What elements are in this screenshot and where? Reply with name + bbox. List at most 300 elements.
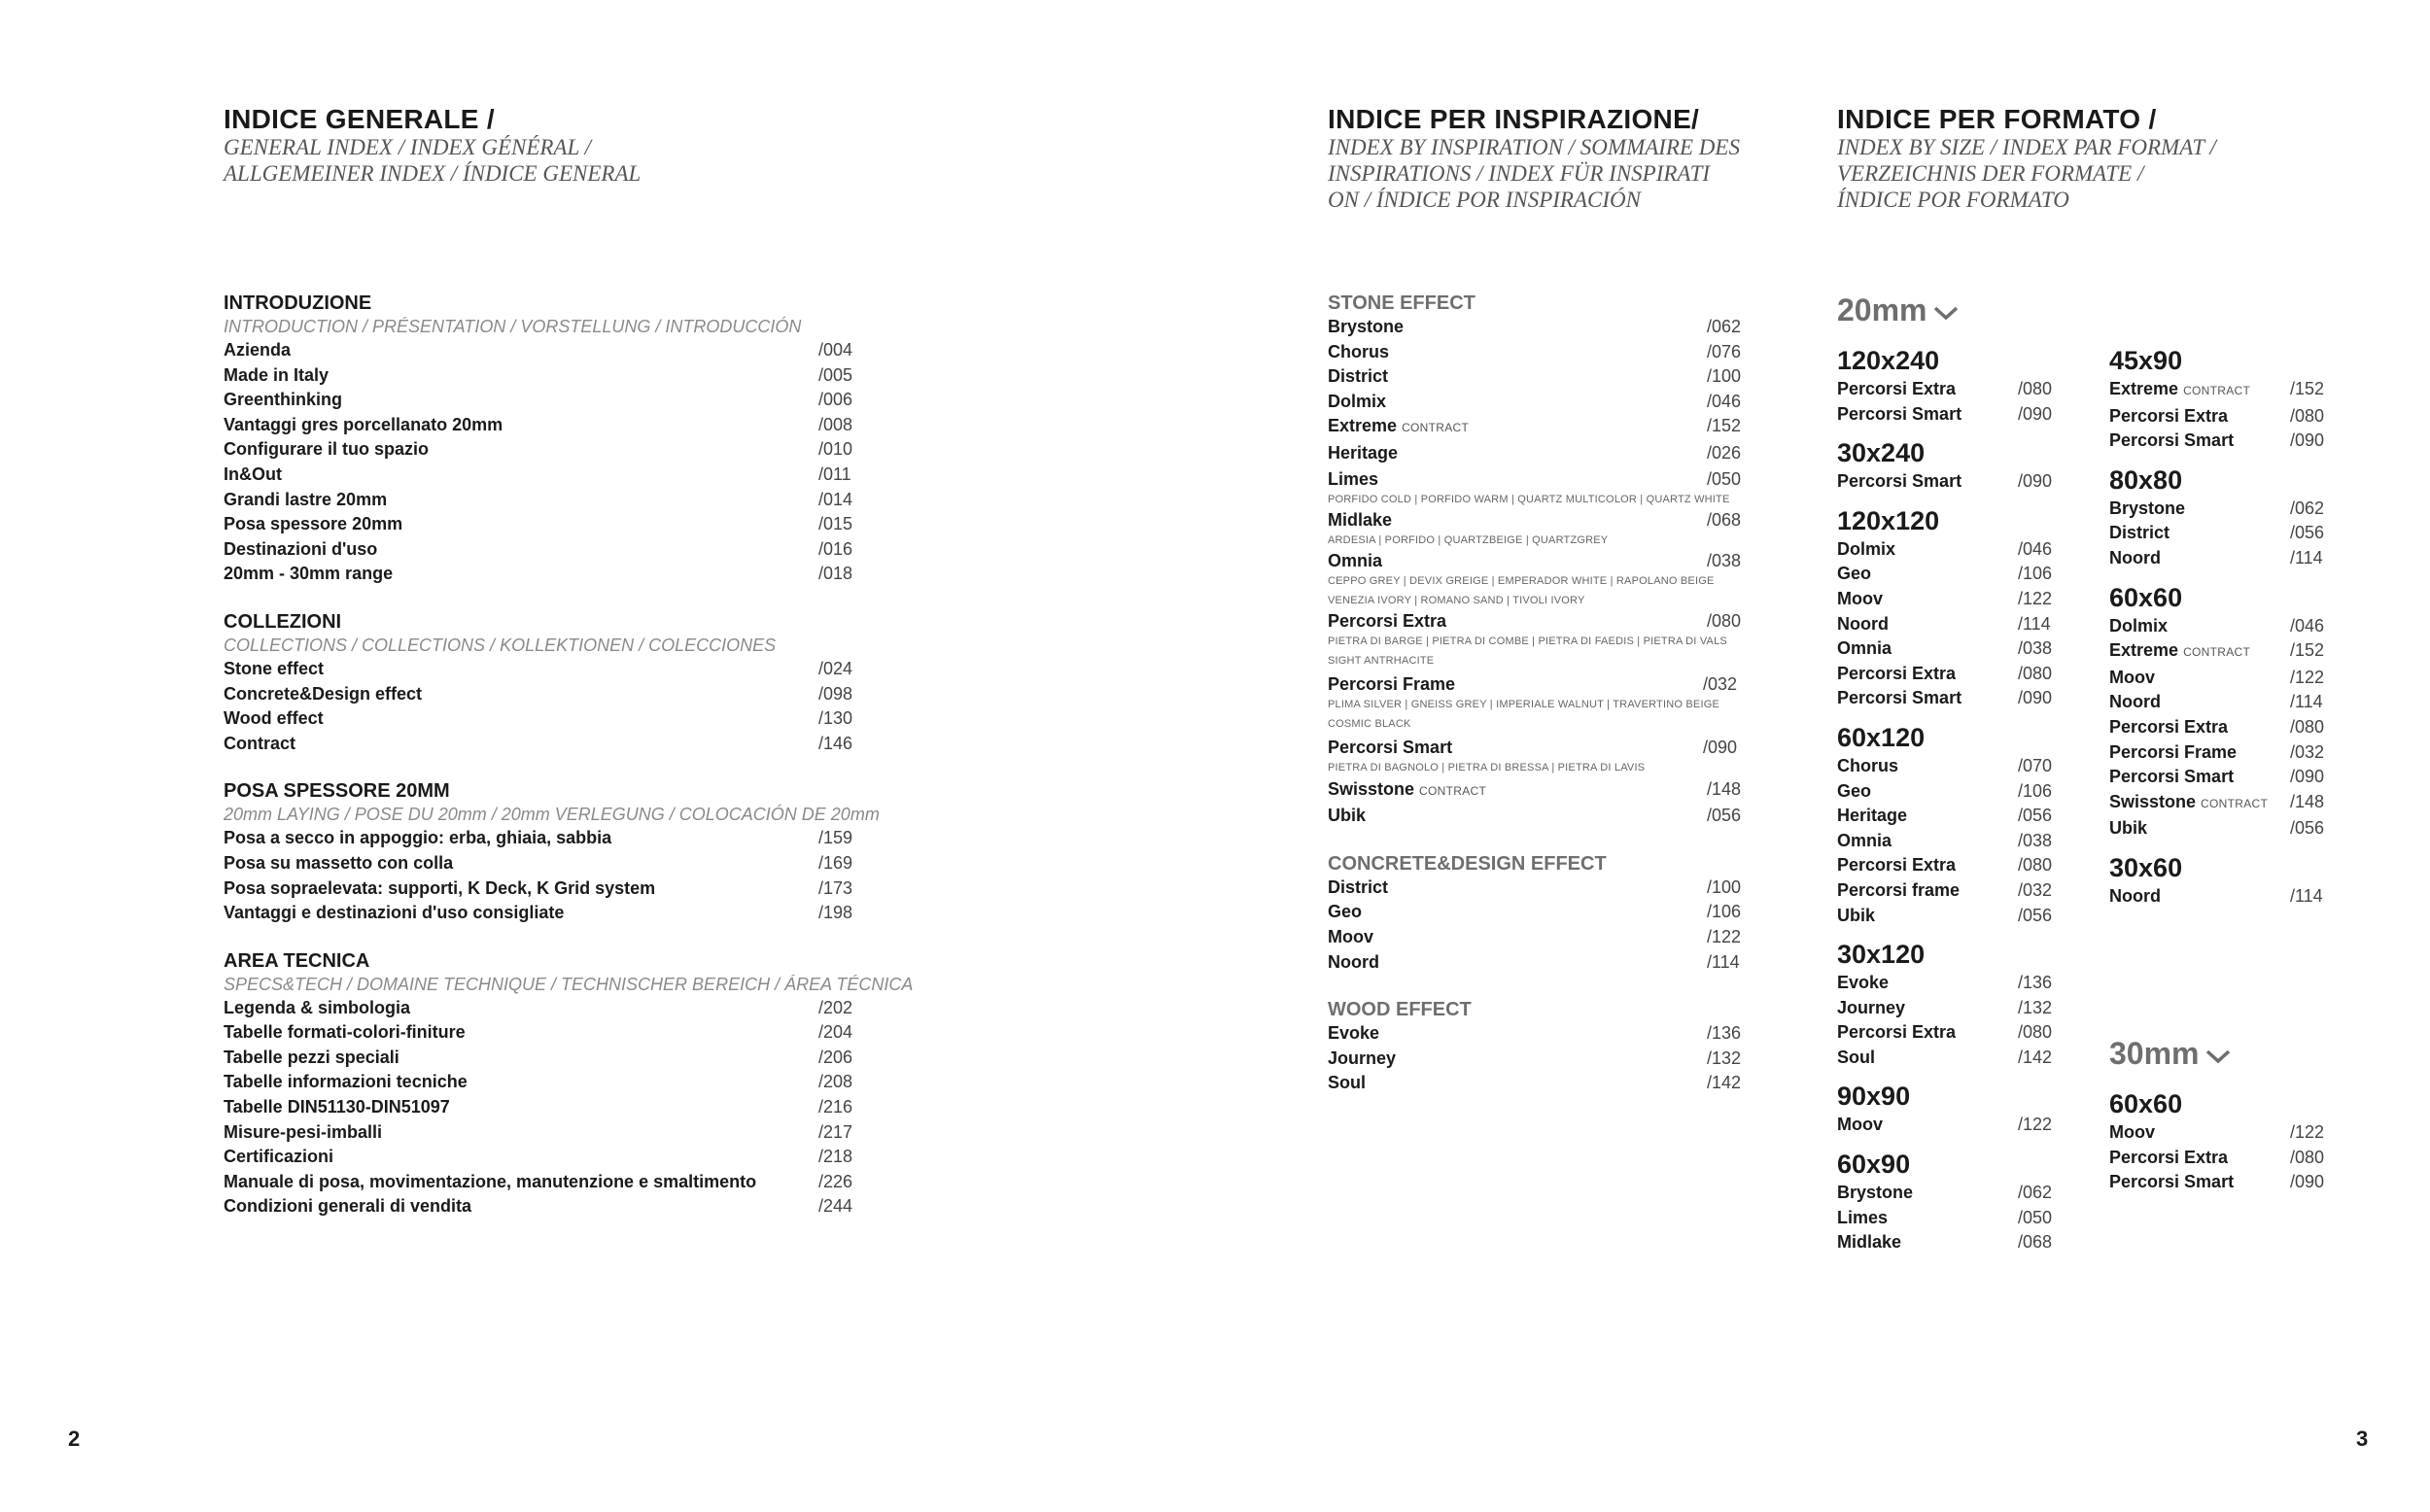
entry-page: /244 bbox=[818, 1196, 853, 1217]
entry-page: /010 bbox=[818, 439, 853, 460]
index-entry[interactable] bbox=[2109, 1120, 2335, 1146]
index-entry[interactable] bbox=[1837, 878, 2063, 904]
entry-label: Heritage bbox=[1837, 806, 1908, 826]
index-entry[interactable] bbox=[1837, 1230, 2063, 1255]
section-title-concrete-design-effect: CONCRETE&DESIGN EFFECT bbox=[1328, 852, 1607, 875]
chevron-down-icon bbox=[2205, 1048, 2231, 1064]
entry-page: /122 bbox=[2018, 1115, 2053, 1135]
index-entry[interactable] bbox=[224, 437, 861, 463]
index-entry[interactable] bbox=[2109, 638, 2335, 666]
index-entry[interactable] bbox=[224, 562, 861, 587]
wood-list bbox=[1328, 1021, 1746, 1096]
index-entry[interactable] bbox=[2109, 765, 2335, 790]
entry-label: Posa a secco in appoggio: erba, ghiaia, sabbia bbox=[224, 828, 612, 848]
general-index-title: INDICE GENERALE / bbox=[224, 104, 495, 134]
format-group bbox=[2109, 464, 2335, 571]
format-group bbox=[1837, 1148, 2063, 1255]
chevron-down-icon bbox=[1933, 305, 1959, 321]
index-entry[interactable] bbox=[2109, 790, 2335, 817]
entry-page: /011 bbox=[818, 464, 851, 484]
index-entry[interactable] bbox=[2109, 404, 2335, 430]
index-entry[interactable] bbox=[224, 537, 861, 563]
entry-page: /076 bbox=[1707, 341, 1742, 361]
index-entry[interactable] bbox=[1837, 1046, 2063, 1071]
entry-page: /169 bbox=[818, 852, 853, 873]
index-section bbox=[224, 949, 914, 1220]
index-entry[interactable] bbox=[1328, 441, 1746, 466]
entry-label: Percorsi Extra bbox=[1837, 379, 1957, 398]
entry-label: Percorsi Extra bbox=[1837, 1022, 1957, 1043]
thickness-label: 20mm bbox=[1837, 292, 1927, 327]
entry-page: /080 bbox=[2018, 1022, 2053, 1043]
format-size: 30x240 bbox=[1837, 438, 1926, 468]
entry-label: Percorsi frame bbox=[1837, 879, 1961, 900]
entry-label: Configurare il tuo spazio bbox=[224, 439, 430, 460]
entry-label: Tabelle informazioni tecniche bbox=[224, 1072, 468, 1092]
general-index-sections bbox=[224, 292, 914, 1220]
index-entry[interactable] bbox=[1328, 925, 1746, 950]
entry-page: /148 bbox=[2290, 791, 2325, 811]
entry-label: Posa su massetto con colla bbox=[224, 852, 454, 873]
entry-label: Noord bbox=[2109, 692, 2161, 712]
index-entry[interactable] bbox=[224, 826, 861, 851]
subtitle-line: GENERAL INDEX / INDEX GÉNÉRAL / bbox=[224, 135, 591, 159]
format-size: 90x90 bbox=[1837, 1082, 1911, 1112]
entry-label: Concrete&Design effect bbox=[224, 683, 423, 704]
entry-page: /136 bbox=[1707, 1023, 1742, 1044]
entry-page: /217 bbox=[818, 1121, 853, 1142]
index-entry[interactable] bbox=[1837, 853, 2063, 878]
format-size: 80x80 bbox=[2109, 464, 2183, 495]
index-entry[interactable] bbox=[224, 996, 861, 1021]
entry-page: /173 bbox=[818, 877, 853, 898]
entry-page: /056 bbox=[2290, 523, 2325, 543]
format-size: 30x120 bbox=[1837, 940, 1926, 970]
entry-variants: VENEZIA IVORY | ROMANO SAND | TIVOLI IVORY bbox=[1328, 594, 1585, 606]
entry-page: /122 bbox=[2018, 588, 2053, 608]
entry-page: /080 bbox=[2018, 855, 2053, 876]
entry-page: /122 bbox=[2290, 667, 2325, 687]
index-entry[interactable] bbox=[1837, 402, 2063, 428]
index-entry[interactable] bbox=[1837, 469, 2063, 495]
subtitle-line: INDEX BY SIZE / INDEX PAR FORMAT / bbox=[1837, 135, 2216, 159]
entry-label: District bbox=[2109, 523, 2170, 543]
index-entry[interactable] bbox=[2109, 497, 2335, 522]
index-entry[interactable] bbox=[2109, 1146, 2335, 1171]
entry-page: /114 bbox=[1707, 951, 1740, 972]
entry-label: Journey bbox=[1837, 997, 1906, 1017]
entry-page: /046 bbox=[2290, 615, 2325, 636]
entry-page: /024 bbox=[818, 658, 853, 678]
entry-page: /014 bbox=[818, 489, 853, 509]
entry-page: /038 bbox=[2018, 638, 2053, 659]
index-entry[interactable] bbox=[1328, 900, 1746, 925]
index-entry[interactable] bbox=[1328, 737, 1746, 777]
index-entry[interactable] bbox=[1328, 1047, 1746, 1072]
index-entry[interactable] bbox=[1328, 1071, 1746, 1096]
entry-page: /090 bbox=[2290, 430, 2325, 451]
format-column-2 bbox=[2109, 338, 2335, 910]
entry-label: Noord bbox=[1328, 951, 1379, 972]
index-entry[interactable] bbox=[224, 413, 861, 438]
entry-page: /050 bbox=[2018, 1207, 2053, 1227]
index-entry[interactable] bbox=[1328, 414, 1746, 441]
entry-page: /148 bbox=[1707, 778, 1742, 799]
index-entry[interactable] bbox=[1837, 662, 2063, 687]
entry-label: Made in Italy bbox=[224, 364, 330, 385]
index-entry[interactable] bbox=[1837, 904, 2063, 929]
format-index-subtitle bbox=[1837, 134, 2216, 213]
entry-label: Misure-pesi-imballi bbox=[224, 1121, 383, 1142]
entry-label: Percorsi Smart bbox=[2109, 430, 2235, 451]
format-group bbox=[1837, 1080, 2063, 1138]
index-entry[interactable] bbox=[1328, 390, 1746, 415]
entry-page: /080 bbox=[2290, 405, 2325, 426]
entry-label: Ubik bbox=[1328, 806, 1367, 826]
format-size: 60x90 bbox=[1837, 1150, 1911, 1180]
inspiration-index-title: INDICE PER INSPIRAZIONE/ bbox=[1328, 104, 1700, 134]
entry-label: Percorsi Smart bbox=[1837, 471, 1962, 492]
index-entry[interactable] bbox=[1328, 509, 1746, 550]
format-size: 120x120 bbox=[1837, 505, 1940, 535]
index-section bbox=[224, 779, 880, 925]
entry-page: /056 bbox=[1707, 806, 1742, 826]
inspiration-index-list bbox=[1328, 292, 1746, 1096]
entry-page: /100 bbox=[1707, 366, 1742, 387]
index-entry[interactable] bbox=[1837, 686, 2063, 711]
entry-label: Percorsi Extra bbox=[2109, 405, 2229, 426]
entry-label: Heritage bbox=[1328, 442, 1399, 463]
index-entry[interactable] bbox=[224, 1194, 861, 1220]
index-entry[interactable] bbox=[224, 338, 861, 363]
entry-page: /062 bbox=[2018, 1183, 2053, 1203]
entry-label: Percorsi Smart bbox=[1837, 688, 1962, 708]
inspiration-index-header bbox=[1328, 105, 1740, 213]
entry-label: Geo bbox=[1837, 564, 1872, 584]
index-entry[interactable] bbox=[1837, 804, 2063, 829]
entry-page: /062 bbox=[1707, 317, 1742, 336]
index-entry[interactable] bbox=[224, 488, 861, 513]
index-entry[interactable] bbox=[2109, 690, 2335, 715]
entry-label: Grandi lastre 20mm bbox=[224, 489, 388, 509]
entry-label: Brystone bbox=[1837, 1183, 1914, 1203]
entry-page: /218 bbox=[818, 1147, 853, 1167]
index-entry[interactable] bbox=[1837, 1020, 2063, 1046]
entry-page: /080 bbox=[2290, 716, 2325, 737]
entry-page: /005 bbox=[818, 364, 853, 385]
entry-page: /062 bbox=[2290, 498, 2325, 518]
entry-label: Percorsi Smart bbox=[1837, 403, 1962, 424]
entry-label: 20mm - 30mm range bbox=[224, 564, 394, 584]
index-entry[interactable] bbox=[2109, 816, 2335, 842]
entry-variants: PORFIDO COLD | PORFIDO WARM | QUARTZ MULTICOLOR | QUARTZ WHITE bbox=[1328, 493, 1730, 505]
contract-tag: CONTRACT bbox=[1419, 783, 1487, 798]
contract-tag: CONTRACT bbox=[2201, 796, 2269, 810]
entry-label: Noord bbox=[1837, 613, 1889, 634]
index-entry[interactable] bbox=[2109, 1170, 2335, 1195]
entry-label: Evoke bbox=[1837, 973, 1890, 993]
entry-page: /226 bbox=[818, 1171, 853, 1191]
entry-page: /132 bbox=[2018, 997, 2053, 1017]
entry-label: Percorsi Extra bbox=[2109, 716, 2229, 737]
index-entry[interactable] bbox=[1328, 876, 1746, 901]
section-title-wood-effect: WOOD EFFECT bbox=[1328, 999, 1472, 1021]
entry-label: Vantaggi e destinazioni d'uso consigliate bbox=[224, 903, 565, 923]
index-entry[interactable] bbox=[224, 876, 861, 902]
entry-variants: PIETRA DI BAGNOLO | PIETRA DI BRESSA | PIETRA DI LAVIS bbox=[1328, 761, 1646, 773]
entry-label: Greenthinking bbox=[224, 390, 343, 410]
index-entry[interactable] bbox=[1328, 950, 1746, 976]
index-entry[interactable] bbox=[224, 732, 861, 757]
entry-label: Percorsi Extra bbox=[2109, 1147, 2229, 1167]
entry-label: Omnia bbox=[1837, 830, 1892, 850]
entry-page: /152 bbox=[2290, 379, 2325, 398]
entry-label: Stone effect bbox=[224, 658, 325, 678]
entry-page: /204 bbox=[818, 1022, 853, 1043]
index-entry[interactable] bbox=[1837, 562, 2063, 587]
entry-page: /018 bbox=[818, 564, 853, 584]
entry-label: Manuale di posa, movimentazione, manutenzione e smaltimento bbox=[224, 1171, 757, 1191]
index-entry[interactable] bbox=[1328, 777, 1746, 805]
entry-label: Legenda & simbologia bbox=[224, 997, 411, 1017]
entry-label: District bbox=[1328, 876, 1389, 897]
index-entry[interactable] bbox=[224, 682, 861, 707]
index-entry[interactable] bbox=[1837, 829, 2063, 854]
format-index-title: INDICE PER FORMATO / bbox=[1837, 104, 2157, 134]
entry-label: Posa spessore 20mm bbox=[224, 514, 403, 534]
entry-page: /004 bbox=[818, 340, 853, 360]
index-entry[interactable] bbox=[1837, 1206, 2063, 1231]
entry-page: /090 bbox=[2290, 1172, 2325, 1192]
contract-tag: CONTRACT bbox=[2183, 384, 2251, 397]
index-entry[interactable] bbox=[1837, 996, 2063, 1021]
entry-label: Geo bbox=[1328, 902, 1363, 922]
entry-page: /114 bbox=[2290, 547, 2323, 567]
format-group bbox=[1837, 938, 2063, 1070]
entry-page: /068 bbox=[2018, 1232, 2053, 1253]
concrete-list bbox=[1328, 876, 1746, 975]
entry-page: /202 bbox=[818, 997, 853, 1017]
entry-label: Moov bbox=[1837, 588, 1883, 608]
index-entry[interactable] bbox=[1328, 468, 1746, 509]
format-size: 45x90 bbox=[2109, 346, 2183, 375]
format-size: 60x60 bbox=[2109, 1089, 2183, 1118]
format-group bbox=[2109, 344, 2335, 454]
entry-page: /015 bbox=[818, 514, 853, 534]
entry-label: Percorsi Extra bbox=[1837, 855, 1957, 876]
index-entry[interactable] bbox=[1837, 612, 2063, 637]
entry-label: Tabelle DIN51130-DIN51097 bbox=[224, 1097, 450, 1117]
index-entry[interactable] bbox=[224, 363, 861, 389]
index-entry[interactable] bbox=[2109, 715, 2335, 740]
index-entry[interactable] bbox=[224, 512, 861, 537]
index-entry[interactable] bbox=[2109, 546, 2335, 571]
entry-page: /106 bbox=[1707, 902, 1742, 922]
index-entry[interactable] bbox=[1328, 550, 1746, 610]
entry-page: /006 bbox=[818, 390, 853, 410]
index-entry[interactable] bbox=[1328, 340, 1746, 365]
page-number-right: 3 bbox=[2356, 1426, 2369, 1451]
entry-variants: COSMIC BLACK bbox=[1328, 717, 1411, 730]
index-section bbox=[224, 292, 861, 587]
index-entry[interactable] bbox=[1328, 364, 1746, 390]
entry-page: /080 bbox=[1707, 610, 1742, 631]
entry-label: Extreme bbox=[2109, 640, 2179, 661]
entry-label: Dolmix bbox=[1328, 391, 1387, 411]
index-entry[interactable] bbox=[1837, 377, 2063, 402]
entry-label: Journey bbox=[1328, 1048, 1397, 1068]
entry-page: /046 bbox=[1707, 391, 1742, 411]
entry-page: /198 bbox=[818, 903, 853, 923]
entry-page: /142 bbox=[1707, 1073, 1742, 1093]
entry-label: Tabelle pezzi speciali bbox=[224, 1047, 399, 1067]
format-group bbox=[2109, 851, 2335, 910]
entry-page: /106 bbox=[2018, 780, 2053, 801]
section-title-stone-effect: STONE EFFECT bbox=[1328, 292, 1475, 314]
entry-label: Chorus bbox=[1837, 755, 1898, 775]
entry-page: /032 bbox=[2290, 741, 2325, 762]
index-entry[interactable] bbox=[224, 388, 861, 413]
entry-page: /080 bbox=[2018, 379, 2053, 398]
index-entry[interactable] bbox=[2109, 884, 2335, 910]
entry-label: Percorsi Frame bbox=[1328, 673, 1456, 694]
index-entry[interactable] bbox=[1328, 804, 1746, 829]
entry-page: /026 bbox=[1707, 442, 1742, 463]
index-entry[interactable] bbox=[1328, 610, 1746, 670]
entry-label: Swisstone bbox=[1328, 778, 1415, 799]
index-entry[interactable] bbox=[2109, 377, 2335, 404]
entry-label: Vantaggi gres porcellanato 20mm bbox=[224, 414, 503, 434]
entry-page: /056 bbox=[2018, 905, 2053, 925]
entry-page: /146 bbox=[818, 733, 853, 753]
index-entry[interactable] bbox=[1837, 587, 2063, 612]
index-entry[interactable] bbox=[224, 1020, 861, 1046]
entry-label: Percorsi Smart bbox=[1328, 737, 1453, 757]
index-entry[interactable] bbox=[1837, 1181, 2063, 1206]
index-entry[interactable] bbox=[224, 1170, 861, 1195]
index-entry[interactable] bbox=[2109, 429, 2335, 454]
index-entry[interactable] bbox=[2109, 740, 2335, 766]
entry-page: /090 bbox=[2018, 403, 2053, 424]
section-subtitle: 20mm LAYING / POSE DU 20mm / 20mm VERLEGUNG / COLOCACIÓN DE 20mm bbox=[224, 805, 880, 825]
entry-variants: ARDESIA | PORFIDO | QUARTZBEIGE | QUARTZGREY bbox=[1328, 533, 1609, 546]
index-entry[interactable] bbox=[1837, 779, 2063, 805]
index-entry[interactable] bbox=[1837, 636, 2063, 662]
section-subtitle: INTRODUCTION / PRÉSENTATION / VORSTELLUNG / INTRODUCCIÓN bbox=[224, 317, 802, 336]
format-group bbox=[1837, 344, 2063, 427]
entry-label: Wood effect bbox=[224, 708, 324, 729]
entry-label: Extreme bbox=[1328, 416, 1398, 436]
entry-page: /046 bbox=[2018, 538, 2053, 559]
index-entry[interactable] bbox=[224, 851, 861, 876]
index-entry[interactable] bbox=[224, 1070, 861, 1095]
index-entry[interactable] bbox=[224, 1120, 861, 1146]
format-group bbox=[1837, 504, 2063, 711]
entry-page: /070 bbox=[2018, 755, 2053, 775]
index-entry[interactable] bbox=[1837, 971, 2063, 996]
index-entry[interactable] bbox=[224, 1095, 861, 1120]
page-number-left: 2 bbox=[68, 1426, 81, 1451]
entry-page: /142 bbox=[2018, 1047, 2053, 1067]
index-entry[interactable] bbox=[1328, 315, 1746, 340]
index-entry[interactable] bbox=[1837, 754, 2063, 779]
entry-page: /136 bbox=[2018, 973, 2053, 993]
index-entry[interactable] bbox=[224, 1046, 861, 1071]
subtitle-line: INSPIRATIONS / INDEX FÜR INSPIRATI bbox=[1328, 161, 1711, 186]
entry-label: Midlake bbox=[1837, 1232, 1902, 1253]
entry-page: /050 bbox=[1707, 468, 1742, 489]
thickness-20mm-heading bbox=[1837, 292, 1959, 328]
entry-label: Posa sopraelevata: supporti, K Deck, K Grid system bbox=[224, 877, 656, 898]
index-entry[interactable] bbox=[224, 463, 861, 488]
entry-page: /080 bbox=[2290, 1147, 2325, 1167]
entry-variants: PIETRA DI BARGE | PIETRA DI COMBE | PIETRA DI FAEDIS | PIETRA DI VALS bbox=[1328, 635, 1727, 647]
index-entry[interactable] bbox=[1328, 673, 1746, 734]
entry-page: /032 bbox=[1703, 673, 1738, 694]
entry-label: Moov bbox=[2109, 667, 2155, 687]
general-index-header bbox=[224, 105, 641, 187]
index-entry[interactable] bbox=[1837, 537, 2063, 563]
entry-page: /016 bbox=[818, 538, 853, 559]
entry-label: Noord bbox=[2109, 885, 2161, 906]
format-group bbox=[1837, 436, 2063, 495]
entry-page: /130 bbox=[818, 708, 853, 729]
entry-label: Omnia bbox=[1328, 550, 1383, 570]
entry-label: Azienda bbox=[224, 340, 292, 360]
entry-page: /056 bbox=[2018, 806, 2053, 826]
index-entry[interactable] bbox=[2109, 614, 2335, 639]
index-entry[interactable] bbox=[2109, 521, 2335, 546]
thickness-30mm-heading bbox=[2109, 1035, 2231, 1072]
entry-page: /152 bbox=[1707, 416, 1742, 436]
index-entry[interactable] bbox=[224, 901, 861, 926]
entry-label: Contract bbox=[224, 733, 296, 753]
entry-page: /100 bbox=[1707, 876, 1742, 897]
index-entry[interactable] bbox=[224, 657, 861, 682]
entry-page: /122 bbox=[2290, 1122, 2325, 1142]
section-title: INTRODUZIONE bbox=[224, 292, 372, 314]
contract-tag: CONTRACT bbox=[2183, 645, 2251, 660]
thickness-label: 30mm bbox=[2109, 1036, 2200, 1071]
index-entry[interactable] bbox=[2109, 666, 2335, 691]
index-entry[interactable] bbox=[224, 706, 861, 732]
entry-label: In&Out bbox=[224, 464, 282, 484]
inspiration-index-subtitle bbox=[1328, 134, 1740, 213]
entry-label: Tabelle formati-colori-finiture bbox=[224, 1022, 466, 1043]
format-size: 60x60 bbox=[2109, 582, 2183, 612]
entry-page: /114 bbox=[2290, 885, 2323, 906]
index-entry[interactable] bbox=[1837, 1113, 2063, 1138]
section-subtitle: COLLECTIONS / COLLECTIONS / KOLLEKTIONEN / COLECCIONES bbox=[224, 635, 777, 655]
entry-label: Moov bbox=[1837, 1115, 1883, 1135]
entry-label: Limes bbox=[1837, 1207, 1889, 1227]
entry-label: Certificazioni bbox=[224, 1147, 334, 1167]
entry-label: Percorsi Extra bbox=[1837, 663, 1957, 683]
entry-page: /114 bbox=[2290, 692, 2323, 712]
index-entry[interactable] bbox=[1328, 1021, 1746, 1047]
format-group bbox=[1837, 721, 2063, 928]
entry-page: /159 bbox=[818, 828, 853, 848]
entry-label: Moov bbox=[1328, 926, 1373, 946]
subtitle-line: ON / ÍNDICE POR INSPIRACIÓN bbox=[1328, 188, 1641, 212]
entry-variants: SIGHT ANTRHACITE bbox=[1328, 654, 1435, 667]
index-entry[interactable] bbox=[224, 1145, 861, 1170]
entry-label: Moov bbox=[2109, 1122, 2155, 1142]
entry-label: Brystone bbox=[2109, 498, 2186, 518]
index-section bbox=[224, 610, 861, 756]
entry-label: Extreme bbox=[2109, 379, 2179, 398]
entry-page: /090 bbox=[2290, 767, 2325, 787]
